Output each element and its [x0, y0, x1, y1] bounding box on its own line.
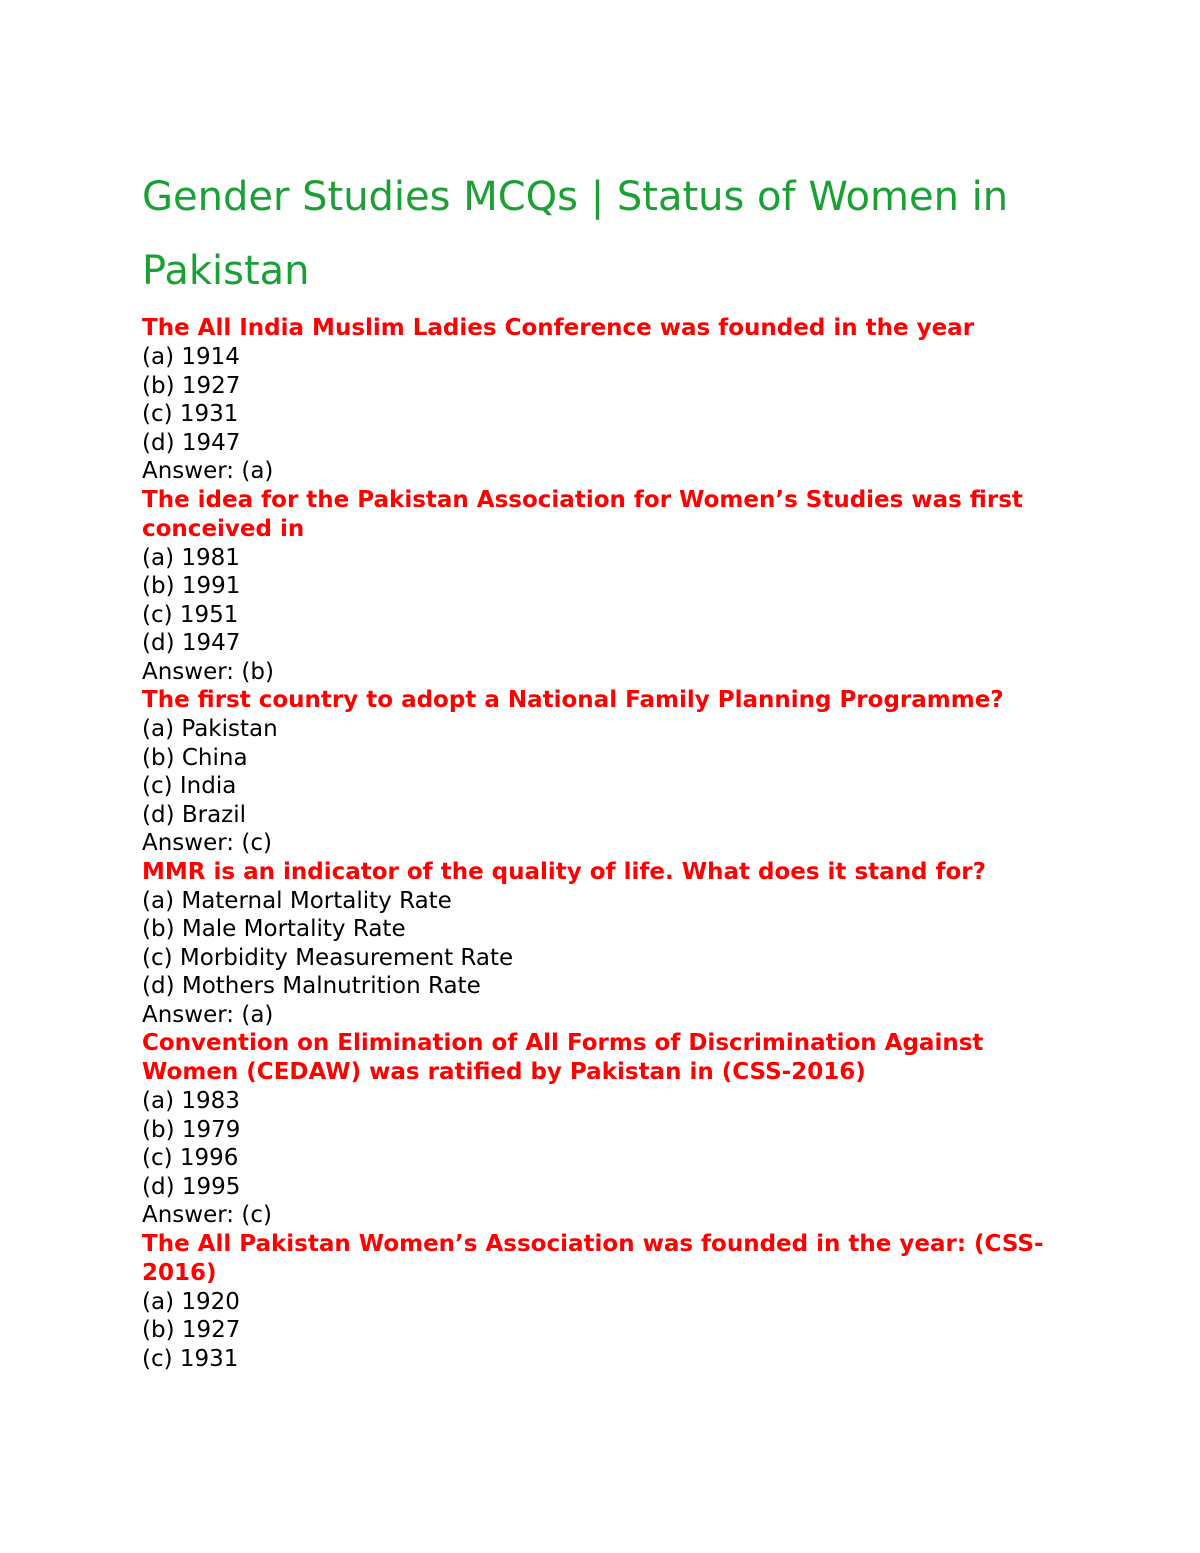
answer-option: (a) Maternal Mortality Rate — [142, 887, 452, 914]
document-content — [142, 160, 1062, 1373]
answer-option: (d) Mothers Malnutrition Rate — [142, 973, 481, 999]
answer-option: (b) Male Mortality Rate — [142, 916, 406, 942]
question-text: The first country to adopt a National Family Planning Programme? — [142, 687, 1004, 713]
mcq-item — [142, 1230, 1062, 1374]
answer-option: (d) 1995 — [142, 1173, 241, 1200]
answer-option: (b) 1979 — [142, 1116, 241, 1143]
answer-option: (c) 1996 — [142, 1145, 239, 1171]
page-title: Gender Studies MCQs | Status of Women in Pakistan — [142, 174, 1009, 294]
answer-option: (c) India — [142, 773, 237, 799]
question-text: Convention on Elimination of All Forms of Discrimination Against Women (CEDAW) was ratified by Pakistan in (CSS-2016) — [142, 1030, 984, 1085]
correct-answer: Answer: (b) — [142, 658, 274, 685]
correct-answer: Answer: (c) — [142, 1202, 272, 1228]
answer-option: (b) 1927 — [142, 1317, 241, 1343]
question-text: MMR is an indicator of the quality of life. What does it stand for? — [142, 858, 986, 885]
mcq-item — [142, 486, 1062, 687]
answer-option: (c) 1931 — [142, 401, 239, 427]
mcq-list — [142, 314, 1062, 1373]
mcq-item — [142, 314, 1062, 486]
answer-option: (c) 1931 — [142, 1345, 239, 1372]
answer-option: (a) 1920 — [142, 1288, 240, 1315]
answer-option: (d) Brazil — [142, 801, 247, 828]
answer-option: (b) China — [142, 744, 248, 771]
answer-option: (d) 1947 — [142, 630, 241, 656]
answer-option: (c) Morbidity Measurement Rate — [142, 944, 514, 971]
answer-option: (b) 1991 — [142, 573, 241, 599]
correct-answer: Answer: (a) — [142, 458, 274, 484]
answer-option: (d) 1947 — [142, 429, 241, 456]
correct-answer: Answer: (c) — [142, 830, 272, 856]
question-text: The idea for the Pakistan Association for Women’s Studies was first conceived in — [142, 486, 1023, 542]
answer-option: (a) 1983 — [142, 1088, 240, 1114]
correct-answer: Answer: (a) — [142, 1001, 274, 1028]
mcq-item — [142, 1029, 1062, 1230]
question-text: The All India Muslim Ladies Conference was founded in the year — [142, 315, 975, 341]
answer-option: (c) 1951 — [142, 601, 239, 628]
answer-option: (a) 1981 — [142, 544, 240, 571]
answer-option: (b) 1927 — [142, 372, 241, 399]
mcq-item — [142, 686, 1062, 858]
question-text: The All Pakistan Women’s Association was founded in the year: (CSS-2016) — [142, 1230, 1044, 1286]
mcq-item — [142, 858, 1062, 1030]
answer-option: (a) 1914 — [142, 344, 240, 370]
answer-option: (a) Pakistan — [142, 716, 278, 742]
